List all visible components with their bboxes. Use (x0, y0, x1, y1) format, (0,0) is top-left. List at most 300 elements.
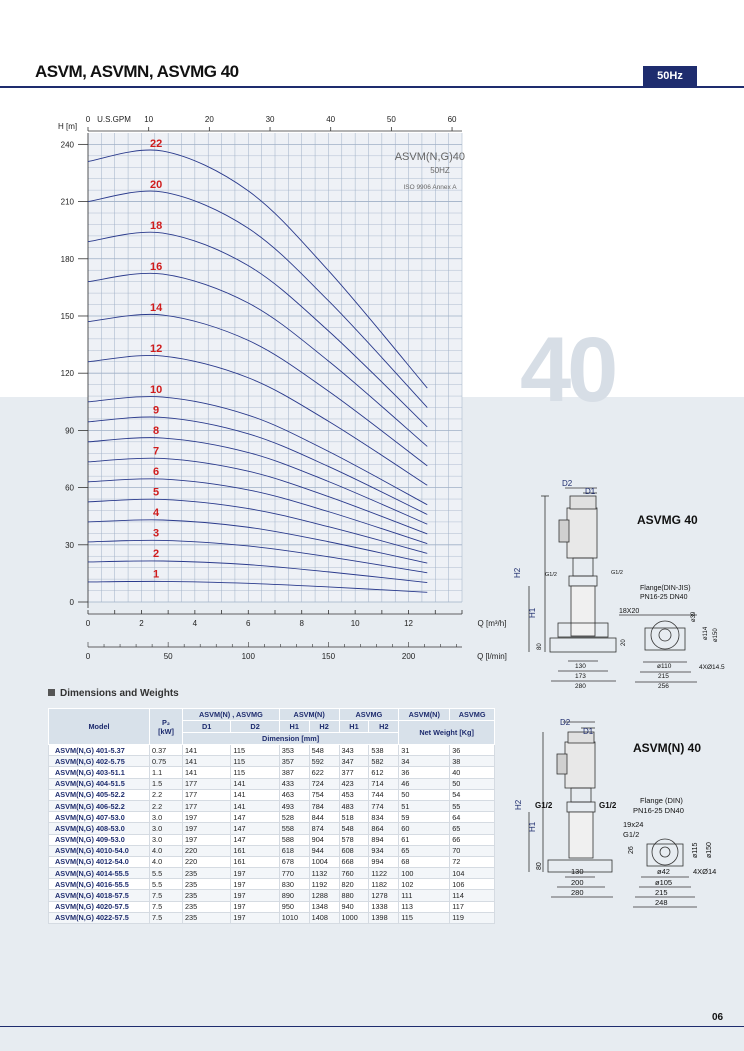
value-cell: 177 (183, 789, 231, 800)
value-cell: 880 (339, 890, 369, 901)
dimensions-table (48, 708, 495, 924)
dim-280-g: 280 (575, 683, 586, 690)
dim-42-n: ø42 (657, 867, 670, 876)
lmin-axis-label: Q [l/min] (477, 652, 507, 661)
value-cell: 36 (450, 745, 495, 756)
x-tick-label: 12 (404, 619, 414, 628)
col-h1-n: H1 (279, 721, 309, 733)
dim-26-n: 26 (628, 846, 635, 854)
lmin-tick-label: 100 (241, 652, 255, 661)
table-row (49, 912, 495, 923)
lmin-tick-label: 50 (163, 652, 173, 661)
col-d2: D2 (231, 721, 279, 733)
model-cell: ASVM(N,G) 4014-55.5 (49, 868, 150, 879)
gpm-tick-label: 50 (386, 115, 396, 124)
value-cell: 197 (231, 912, 279, 923)
value-cell: 894 (369, 834, 399, 845)
value-cell: 197 (231, 879, 279, 890)
value-cell: 548 (309, 745, 339, 756)
g-right-n: G1/2 (599, 801, 617, 810)
value-cell: 453 (339, 789, 369, 800)
page-title: ASVM, ASVMN, ASVMG 40 (35, 62, 239, 81)
y-tick-label: 150 (60, 311, 74, 321)
value-cell: 588 (279, 834, 309, 845)
watermark-number: 40 (520, 319, 615, 421)
value-cell: 387 (279, 767, 309, 778)
value-cell: 147 (231, 812, 279, 823)
section-title-text: Dimensions and Weights (60, 688, 179, 699)
y-tick-label: 0 (69, 598, 74, 607)
col-grp3: ASVMG (339, 709, 399, 721)
gpm-tick-label: 60 (447, 115, 457, 124)
value-cell: 50 (399, 789, 450, 800)
value-cell: 102 (399, 879, 450, 890)
dim-20-g: 20 (621, 639, 627, 646)
stage-label: 22 (149, 138, 163, 151)
value-cell: 423 (339, 778, 369, 789)
table-row (49, 879, 495, 890)
model-cell: ASVM(N,G) 405-52.2 (49, 789, 150, 800)
table-row (49, 812, 495, 823)
value-cell: 197 (183, 834, 231, 845)
stage-label: 6 (153, 466, 160, 479)
value-cell: 343 (339, 745, 369, 756)
lmin-tick-label: 0 (85, 652, 91, 661)
x-tick-label: 8 (299, 619, 304, 628)
table-row (49, 745, 495, 756)
value-cell: 70 (450, 845, 495, 856)
value-cell: 3.0 (150, 823, 183, 834)
value-cell: 548 (339, 823, 369, 834)
chart-note: ISO 9906 Annex A (403, 184, 457, 191)
dim-d1-g: D1 (585, 487, 596, 496)
dim-18x20-g: 18X20 (619, 608, 640, 615)
value-cell: 754 (309, 789, 339, 800)
col-h1-g: H1 (339, 721, 369, 733)
table-row (49, 901, 495, 912)
dim-h1-g: H1 (528, 607, 537, 618)
gpm-tick-label: 20 (204, 115, 214, 124)
lmin-tick-label: 200 (401, 652, 416, 661)
value-cell: 830 (279, 879, 309, 890)
value-cell: 1132 (309, 868, 339, 879)
value-cell: 64 (450, 812, 495, 823)
value-cell: 518 (339, 812, 369, 823)
value-cell: 1398 (369, 912, 399, 923)
model-cell: ASVM(N,G) 4022-57.5 (49, 912, 150, 923)
motor-shape (567, 508, 597, 558)
bullet-square-icon (48, 689, 55, 696)
value-cell: 353 (279, 745, 309, 756)
dim-d1-n: D1 (583, 727, 594, 736)
value-cell: 1122 (369, 868, 399, 879)
x-tick-label: 2 (139, 619, 144, 628)
value-cell: 1348 (309, 901, 339, 912)
dim-150-g: ø150 (713, 628, 719, 642)
value-cell: 50 (450, 778, 495, 789)
value-cell: 61 (399, 834, 450, 845)
value-cell: 820 (339, 879, 369, 890)
title-rule (0, 86, 744, 88)
value-cell: 668 (339, 856, 369, 867)
value-cell: 1000 (339, 912, 369, 923)
page-number: 06 (712, 1012, 724, 1023)
y-tick-label: 60 (65, 483, 74, 493)
value-cell: 4.0 (150, 856, 183, 867)
model-cell: ASVM(N,G) 409-53.0 (49, 834, 150, 845)
value-cell: 141 (231, 789, 279, 800)
value-cell: 433 (279, 778, 309, 789)
model-cell: ASVM(N,G) 401-5.37 (49, 745, 150, 756)
value-cell: 141 (183, 745, 231, 756)
stage-label: 20 (149, 179, 163, 192)
value-cell: 528 (279, 812, 309, 823)
value-cell: 582 (369, 756, 399, 767)
value-cell: 65 (450, 823, 495, 834)
y-tick-label: 90 (65, 426, 74, 436)
stage-label: 2 (153, 548, 160, 561)
flange-g-2: PN16-25 DN40 (640, 594, 688, 601)
value-cell: 4.0 (150, 845, 183, 856)
value-cell: 161 (231, 845, 279, 856)
dim-holes-n: 4XØ14 (693, 867, 717, 876)
g-left-g: G1/2 (545, 572, 557, 578)
g-left-n: G1/2 (535, 801, 553, 810)
value-cell: 100 (399, 868, 450, 879)
value-cell: 3.0 (150, 812, 183, 823)
value-cell: 578 (339, 834, 369, 845)
table-row (49, 868, 495, 879)
model-cell: ASVM(N,G) 406-52.2 (49, 800, 150, 811)
model-cell: ASVM(N,G) 4020-57.5 (49, 901, 150, 912)
dim-d2-n: D2 (560, 718, 571, 727)
value-cell: 117 (450, 901, 495, 912)
value-cell: 66 (450, 834, 495, 845)
value-cell: 235 (183, 901, 231, 912)
value-cell: 106 (450, 879, 495, 890)
y-tick-label: 240 (60, 140, 74, 150)
value-cell: 770 (279, 868, 309, 879)
dim-280-n: 280 (571, 888, 584, 897)
value-cell: 60 (399, 823, 450, 834)
value-cell: 944 (309, 845, 339, 856)
value-cell: 59 (399, 812, 450, 823)
value-cell: 113 (399, 901, 450, 912)
y-tick-label: 180 (60, 254, 74, 264)
col-d1: D1 (183, 721, 231, 733)
table-row (49, 778, 495, 789)
flange-g-1: Flange(DIN-JIS) (640, 585, 691, 592)
value-cell: 493 (279, 800, 309, 811)
dim-130-g: 130 (575, 663, 586, 670)
section-title (48, 688, 179, 699)
x-axis-label: Q [m³/h] (477, 619, 507, 628)
value-cell: 890 (279, 890, 309, 901)
drawing-title-g: ASVMG 40 (637, 513, 698, 527)
dim-150-n: ø150 (706, 842, 713, 858)
table-row (49, 890, 495, 901)
gpm-tick-label: 30 (265, 115, 275, 124)
value-cell: 377 (339, 767, 369, 778)
y-tick-label: 210 (60, 197, 74, 207)
dim-130-n: 130 (571, 867, 584, 876)
value-cell: 608 (339, 845, 369, 856)
model-cell: ASVM(N,G) 4012-54.0 (49, 856, 150, 867)
dim-h2-g: H2 (513, 567, 522, 578)
value-cell: 784 (309, 800, 339, 811)
col-h2-n: H2 (309, 721, 339, 733)
value-cell: 147 (231, 823, 279, 834)
value-cell: 357 (279, 756, 309, 767)
value-cell: 34 (399, 756, 450, 767)
value-cell: 115 (231, 756, 279, 767)
dim-19x24-n: 19x24 (623, 820, 644, 829)
value-cell: 1408 (309, 912, 339, 923)
value-cell: 177 (183, 800, 231, 811)
value-cell: 197 (231, 901, 279, 912)
value-cell: 72 (450, 856, 495, 867)
value-cell: 141 (231, 778, 279, 789)
value-cell: 463 (279, 789, 309, 800)
table-row (49, 800, 495, 811)
value-cell: 54 (450, 789, 495, 800)
x-tick-label: 6 (246, 619, 251, 628)
stage-label: 10 (149, 384, 163, 397)
model-cell: ASVM(N,G) 4018-57.5 (49, 890, 150, 901)
flange-n-1: Flange (DIN) (640, 796, 683, 805)
value-cell: 235 (183, 912, 231, 923)
value-cell: 940 (339, 901, 369, 912)
value-cell: 119 (450, 912, 495, 923)
drawing-title-n: ASVM(N) 40 (633, 741, 702, 755)
value-cell: 197 (183, 823, 231, 834)
model-cell: ASVM(N,G) 407-53.0 (49, 812, 150, 823)
value-cell: 1004 (309, 856, 339, 867)
gpm-tick-label: 0 (85, 115, 91, 124)
stage-label: 5 (153, 486, 160, 499)
table-row (49, 756, 495, 767)
stage-label: 18 (149, 220, 163, 233)
table-row (49, 834, 495, 845)
col-grp5: ASVMG (450, 709, 495, 721)
dim-215-n: 215 (655, 888, 668, 897)
dim-200-n: 200 (571, 878, 584, 887)
value-cell: 834 (369, 812, 399, 823)
col-p2: P₂ [kW] (150, 709, 183, 745)
value-cell: 235 (183, 879, 231, 890)
col-model: Model (49, 709, 150, 745)
value-cell: 538 (369, 745, 399, 756)
value-cell: 2.2 (150, 789, 183, 800)
y-tick-label: 120 (60, 369, 74, 379)
model-cell: ASVM(N,G) 408-53.0 (49, 823, 150, 834)
value-cell: 7.5 (150, 890, 183, 901)
value-cell: 68 (399, 856, 450, 867)
value-cell: 558 (279, 823, 309, 834)
dim-256-g: 256 (658, 683, 669, 690)
dim-173-g: 173 (575, 673, 586, 680)
dim-110-g: ø110 (657, 663, 672, 670)
asvmg-drawing (515, 478, 744, 700)
gpm-axis-label: U.S.GPM (97, 115, 131, 124)
dim-115-n: ø115 (692, 842, 699, 858)
value-cell: 1182 (369, 879, 399, 890)
stage-label: 14 (149, 302, 163, 315)
value-cell: 5.5 (150, 868, 183, 879)
model-cell: ASVM(N,G) 404-51.5 (49, 778, 150, 789)
y-tick-label: 30 (65, 540, 74, 550)
value-cell: 115 (399, 912, 450, 923)
value-cell: 1.5 (150, 778, 183, 789)
col-grp4: ASVM(N) (399, 709, 450, 721)
value-cell: 7.5 (150, 912, 183, 923)
value-cell: 994 (369, 856, 399, 867)
dim-d2-g: D2 (562, 479, 573, 488)
value-cell: 115 (231, 767, 279, 778)
value-cell: 724 (309, 778, 339, 789)
col-weight: Net Weight [Kg] (399, 721, 495, 745)
gpm-tick-label: 10 (144, 115, 154, 124)
gpm-tick-label: 40 (326, 115, 336, 124)
col-grp1: ASVM(N) , ASVMG (183, 709, 280, 721)
value-cell: 934 (369, 845, 399, 856)
stage-label: 7 (153, 445, 160, 458)
chart-subtitle: 50HZ (430, 166, 450, 175)
value-cell: 1338 (369, 901, 399, 912)
value-cell: 141 (231, 800, 279, 811)
x-tick-label: 4 (192, 619, 198, 628)
g-right-g: G1/2 (611, 570, 623, 576)
value-cell: 161 (231, 856, 279, 867)
model-cell: ASVM(N,G) 4010-54.0 (49, 845, 150, 856)
frequency-badge: 50Hz (643, 66, 697, 86)
value-cell: 618 (279, 845, 309, 856)
value-cell: 31 (399, 745, 450, 756)
value-cell: 115 (231, 745, 279, 756)
dim-h1-n: H1 (528, 821, 537, 832)
value-cell: 55 (450, 800, 495, 811)
stage-label: 9 (153, 404, 160, 417)
stage-label: 4 (153, 507, 160, 520)
dim-114-g: ø114 (703, 626, 709, 640)
dim-h2-n: H2 (514, 799, 523, 810)
value-cell: 592 (309, 756, 339, 767)
value-cell: 904 (309, 834, 339, 845)
value-cell: 65 (399, 845, 450, 856)
dim-248-n: 248 (655, 898, 668, 907)
value-cell: 844 (309, 812, 339, 823)
value-cell: 678 (279, 856, 309, 867)
value-cell: 1278 (369, 890, 399, 901)
table-row (49, 856, 495, 867)
x-tick-label: 0 (85, 619, 91, 628)
value-cell: 0.37 (150, 745, 183, 756)
value-cell: 2.2 (150, 800, 183, 811)
value-cell: 950 (279, 901, 309, 912)
stage-label: 12 (149, 343, 163, 356)
value-cell: 7.5 (150, 901, 183, 912)
dim-holes-g: 4XØ14.5 (699, 664, 725, 671)
value-cell: 141 (183, 756, 231, 767)
value-cell: 5.5 (150, 879, 183, 890)
value-cell: 36 (399, 767, 450, 778)
value-cell: 483 (339, 800, 369, 811)
value-cell: 1010 (279, 912, 309, 923)
model-cell: ASVM(N,G) 402-5.75 (49, 756, 150, 767)
page-rule (0, 1026, 744, 1027)
value-cell: 235 (183, 868, 231, 879)
stage-label: 3 (153, 527, 160, 540)
value-cell: 864 (369, 823, 399, 834)
value-cell: 714 (369, 778, 399, 789)
value-cell: 40 (450, 767, 495, 778)
col-dimension: Dimension [mm] (183, 733, 399, 745)
value-cell: 874 (309, 823, 339, 834)
value-cell: 235 (183, 890, 231, 901)
value-cell: 612 (369, 767, 399, 778)
value-cell: 220 (183, 845, 231, 856)
value-cell: 197 (231, 890, 279, 901)
dim-105-n: ø105 (655, 878, 673, 887)
value-cell: 774 (369, 800, 399, 811)
stage-label: 1 (153, 568, 160, 581)
value-cell: 1.1 (150, 767, 183, 778)
value-cell: 0.75 (150, 756, 183, 767)
x-tick-label: 10 (350, 619, 360, 628)
stage-label: 8 (153, 425, 160, 438)
value-cell: 147 (231, 834, 279, 845)
value-cell: 46 (399, 778, 450, 789)
value-cell: 760 (339, 868, 369, 879)
table-row (49, 767, 495, 778)
value-cell: 1192 (309, 879, 339, 890)
value-cell: 347 (339, 756, 369, 767)
y-axis-label: H [m] (58, 122, 78, 131)
chart-title: ASVM(N,G)40 (394, 151, 465, 163)
value-cell: 114 (450, 890, 495, 901)
table-row (49, 823, 495, 834)
value-cell: 177 (183, 778, 231, 789)
col-h2-g: H2 (369, 721, 399, 733)
stage-label: 16 (149, 261, 163, 274)
value-cell: 197 (231, 868, 279, 879)
model-cell: ASVM(N,G) 4016-55.5 (49, 879, 150, 890)
value-cell: 111 (399, 890, 450, 901)
lmin-tick-label: 150 (321, 652, 336, 661)
dim-215-g: 215 (658, 673, 669, 680)
value-cell: 51 (399, 800, 450, 811)
value-cell: 220 (183, 856, 231, 867)
value-cell: 197 (183, 812, 231, 823)
value-cell: 38 (450, 756, 495, 767)
value-cell: 622 (309, 767, 339, 778)
dim-80-g: 80 (537, 643, 543, 650)
asvmn-drawing (515, 712, 744, 912)
model-cell: ASVM(N,G) 403-51.1 (49, 767, 150, 778)
flange-n-2: PN16-25 DN40 (633, 806, 684, 815)
dim-39-g: ø39 (691, 611, 697, 622)
value-cell: 104 (450, 868, 495, 879)
value-cell: 744 (369, 789, 399, 800)
dim-g12-n: G1/2 (623, 830, 640, 839)
value-cell: 3.0 (150, 834, 183, 845)
value-cell: 1288 (309, 890, 339, 901)
dim-80-n: 80 (536, 862, 543, 870)
col-grp2: ASVM(N) (279, 709, 339, 721)
table-row (49, 789, 495, 800)
value-cell: 141 (183, 767, 231, 778)
table-row (49, 845, 495, 856)
